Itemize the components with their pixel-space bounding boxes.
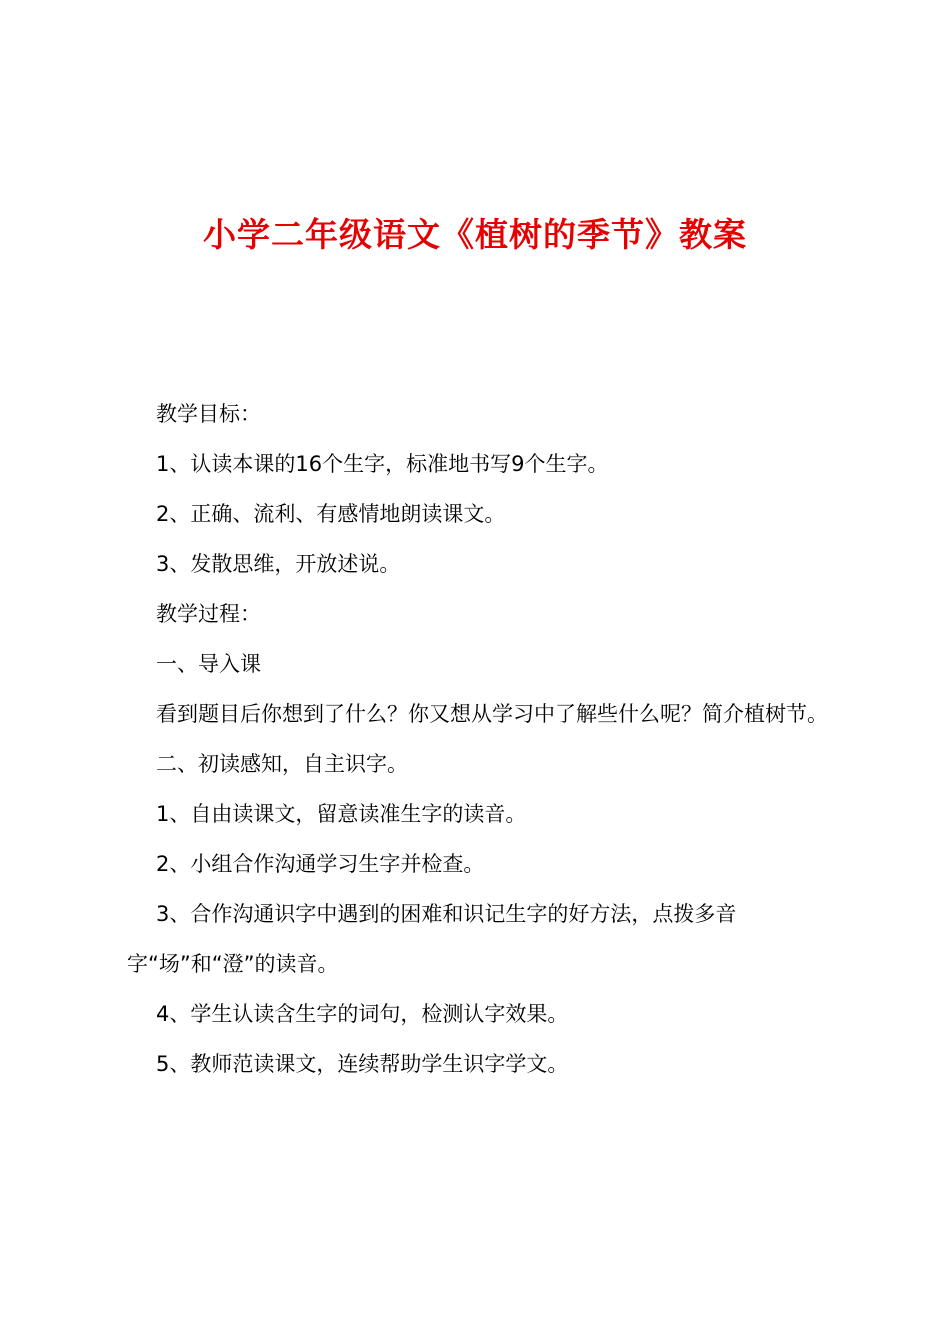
process-item-2: 2、小组合作沟通学习生字并检查。 <box>156 852 485 876</box>
goal-item-1: 1、认读本课的16个生字，标准地书写9个生字。 <box>156 452 609 476</box>
process-step-heading-1: 一、导入课 <box>156 652 261 676</box>
goal-item-2: 2、正确、流利、有感情地朗读课文。 <box>156 502 506 526</box>
process-item-4: 4、学生认读含生字的词句，检测认字效果。 <box>156 1002 569 1026</box>
process-step-heading-2: 二、初读感知，自主识字。 <box>156 752 408 776</box>
section-heading-goals: 教学目标： <box>156 402 261 426</box>
process-item-5: 5、教师范读课文，连续帮助学生识字学文。 <box>156 1052 569 1076</box>
process-item-1: 1、自由读课文，留意读准生字的读音。 <box>156 802 527 826</box>
section-heading-process: 教学过程： <box>156 602 261 626</box>
document-body <box>127 389 837 1089</box>
goal-item-3: 3、发散思维，开放述说。 <box>156 552 401 576</box>
document-title: 小学二年级语文《植树的季节》教案 <box>203 215 747 254</box>
paragraph-intro: 看到题目后你想到了什么？你又想从学习中了解些什么呢？简介植树节。 <box>156 702 828 726</box>
process-item-3: 3、合作沟通识字中遇到的困难和识记生字的好方法，点拨多音字“场”和“澄”的读音。 <box>127 902 737 976</box>
